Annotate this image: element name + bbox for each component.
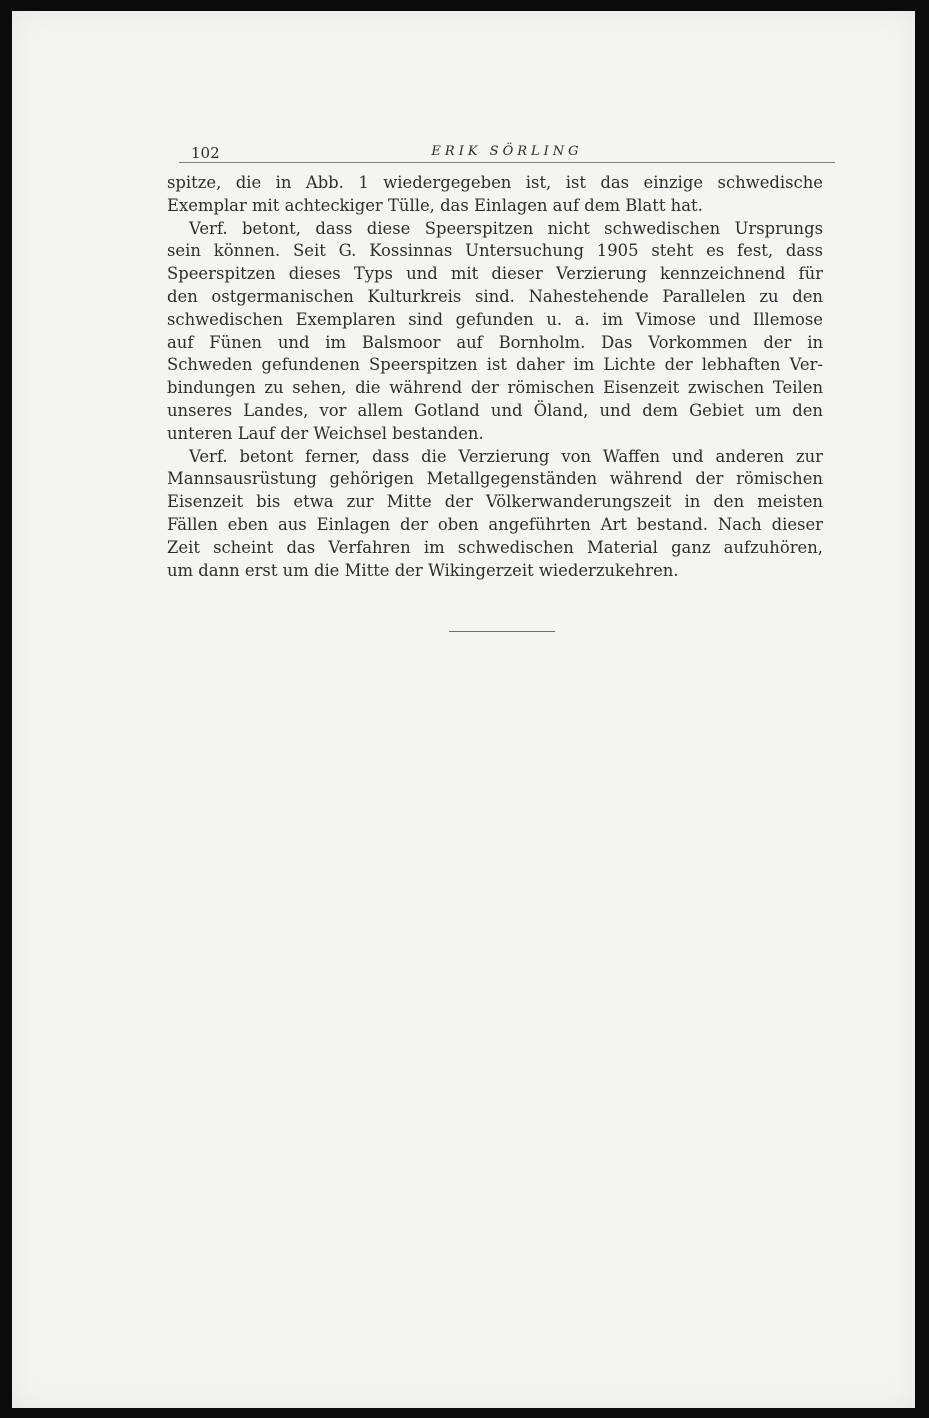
- body-text: [167, 172, 823, 582]
- text-line: Verf. betont ferner, dass die Verzierung von Waffen und anderen zur: [189, 446, 823, 466]
- text-line: Speerspitzen dieses Typs und mit dieser Verzierung kennzeichnend für: [167, 264, 823, 284]
- page-number: 102: [191, 144, 220, 162]
- text-line: schwedischen Exemplaren sind gefunden u. a. im Vimose und Illemose: [167, 309, 823, 329]
- text-line: unteren Lauf der Weichsel bestanden.: [167, 423, 484, 443]
- text-line: Fällen eben aus Einlagen der oben angeführten Art bestand. Nach dieser: [167, 514, 823, 534]
- running-head: ERIK SÖRLING: [431, 144, 583, 159]
- text-line: bindungen zu sehen, die während der römischen Eisenzeit zwischen Teilen: [167, 378, 823, 398]
- text-line: Verf. betont, dass diese Speerspitzen nicht schwedischen Ursprungs: [189, 218, 823, 238]
- page-header: [179, 130, 835, 163]
- text-line: unseres Landes, vor allem Gotland und Öland, und dem Gebiet um den: [167, 400, 823, 420]
- text-line: Zeit scheint das Verfahren im schwedischen Material ganz aufzuhören,: [167, 537, 823, 557]
- section-end-rule: [449, 631, 555, 632]
- text-line: auf Fünen und im Balsmoor auf Bornholm. Das Vorkommen der in: [167, 332, 823, 352]
- text-line: Exemplar mit achteckiger Tülle, das Einlagen auf dem Blatt hat.: [167, 195, 703, 215]
- text-line: sein können. Seit G. Kossinnas Untersuchung 1905 steht es fest, dass: [167, 241, 823, 261]
- text-line: Mannsausrüstung gehörigen Metallgegenständen während der römischen: [167, 469, 823, 489]
- text-line: den ostgermanischen Kulturkreis sind. Nahestehende Parallelen zu den: [167, 286, 823, 306]
- text-line: spitze, die in Abb. 1 wiedergegeben ist, ist das einzige schwedische: [167, 173, 823, 192]
- text-line: um dann erst um die Mitte der Wikingerzeit wiederzukehren.: [167, 560, 679, 580]
- text-line: Schweden gefundenen Speerspitzen ist daher im Lichte der lebhaften Ver-: [167, 355, 823, 375]
- text-line: Eisenzeit bis etwa zur Mitte der Völkerwanderungszeit in den meisten: [167, 492, 823, 512]
